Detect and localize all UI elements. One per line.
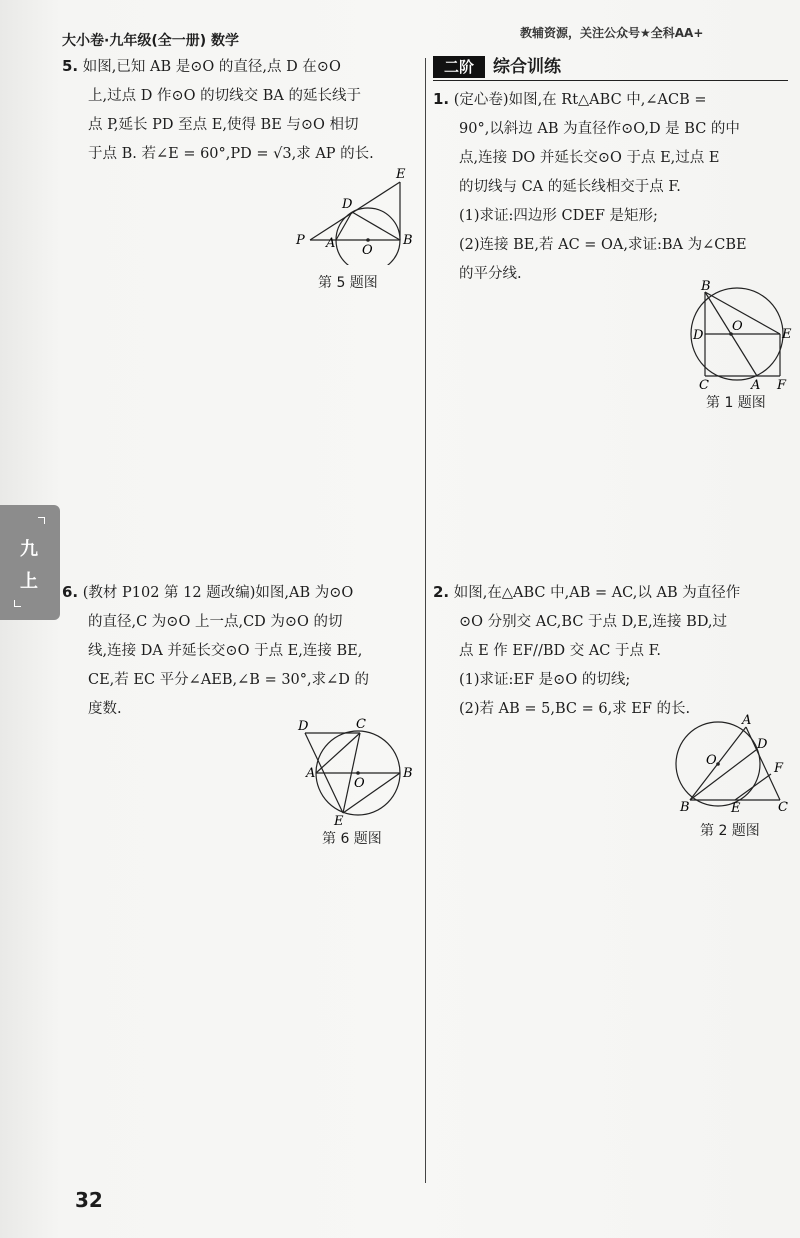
question-text-line: (教材 P102 第 12 题改编)如图,AB 为⊙O: [82, 585, 354, 601]
section-badge: 二阶: [433, 56, 485, 78]
point-label: A: [742, 713, 752, 728]
point-label: B: [403, 233, 413, 248]
question-text-line: 于点 B. 若∠E = 60°,PD = √3,求 AP 的长.: [88, 146, 374, 162]
figure-5-diagram: [290, 165, 420, 265]
tab-corner: [14, 600, 21, 607]
section-rule: [433, 80, 788, 81]
point-label: D: [298, 719, 309, 734]
point-label: E: [334, 814, 344, 827]
question-text-line: 点 E 作 EF//BD 交 AC 于点 F.: [459, 643, 662, 659]
header-watermark: 教辅资源，关注公众号★全科AA+: [520, 26, 704, 40]
question-text-line: 的直径,C 为⊙O 上一点,CD 为⊙O 的切: [88, 614, 343, 630]
question-text-line: 如图,在△ABC 中,AB = AC,以 AB 为直径作: [453, 585, 741, 601]
figure-6-diagram: [290, 715, 420, 827]
point-label: F: [774, 761, 784, 776]
question-text-line: 90°,以斜边 AB 为直径作⊙O,D 是 BC 的中: [459, 121, 740, 137]
question-1: [433, 85, 793, 289]
tab-grade-char: 九: [20, 539, 38, 560]
question-text-line: 的平分线.: [459, 266, 522, 282]
point-label: C: [778, 800, 788, 815]
question-text-line: (定心卷)如图,在 Rt△ABC 中,∠ACB =: [453, 92, 707, 108]
figure-1-diagram: [685, 278, 795, 390]
question-number: 1.: [433, 90, 450, 108]
question-text-line: CE,若 EC 平分∠AEB,∠B = 30°,求∠D 的: [88, 672, 370, 688]
figure-5-caption: 第 5 题图: [318, 275, 378, 291]
section-title: 综合训练: [493, 57, 561, 77]
question-text-line: 的切线与 CA 的延长线相交于点 F.: [459, 179, 681, 195]
question-number: 6.: [62, 583, 79, 601]
figure-2-diagram: [668, 712, 793, 820]
question-text-line: ⊙O 分别交 AC,BC 于点 D,E,连接 BD,过: [459, 614, 728, 630]
question-text-line: 上,过点 D 作⊙O 的切线交 BA 的延长线于: [88, 88, 361, 104]
grade-side-tab: [0, 505, 60, 620]
point-label: E: [396, 167, 406, 182]
question-text-line: 如图,已知 AB 是⊙O 的直径,点 D 在⊙O: [82, 59, 341, 75]
question-text-line: (1)求证:EF 是⊙O 的切线;: [459, 672, 631, 688]
question-text-line: 点 P,延长 PD 至点 E,使得 BE 与⊙O 相切: [88, 117, 359, 133]
point-label: D: [342, 197, 353, 212]
point-label: O: [362, 243, 373, 258]
point-label: O: [732, 319, 743, 334]
point-label: O: [354, 776, 365, 791]
point-label: A: [326, 236, 336, 251]
point-label: B: [701, 279, 711, 294]
point-label: C: [356, 717, 366, 732]
point-label: D: [693, 328, 704, 343]
question-text-line: 点,连接 DO 并延长交⊙O 于点 E,过点 E: [459, 150, 720, 166]
book-title: 大小卷·九年级(全一册) 数学: [62, 33, 239, 49]
question-number: 5.: [62, 57, 79, 75]
question-text-line: 度数.: [88, 701, 122, 717]
point-label: A: [306, 766, 316, 781]
page-number: 32: [75, 1188, 103, 1212]
point-label: F: [777, 378, 787, 390]
question-2: [433, 578, 793, 724]
question-text-line: (2)若 AB = 5,BC = 6,求 EF 的长.: [459, 701, 691, 717]
point-label: E: [731, 801, 741, 816]
question-5: [62, 52, 417, 169]
tab-term-char: 上: [20, 571, 38, 592]
figure-1-caption: 第 1 题图: [706, 395, 766, 411]
column-divider: [425, 58, 426, 1183]
point-label: B: [680, 800, 690, 815]
point-label: B: [403, 766, 413, 781]
point-label: E: [782, 327, 792, 342]
point-label: P: [296, 233, 305, 248]
figure-6-caption: 第 6 题图: [322, 831, 382, 847]
tab-corner: [38, 517, 45, 524]
figure-2-caption: 第 2 题图: [700, 823, 760, 839]
question-text-line: (1)求证:四边形 CDEF 是矩形;: [459, 208, 658, 224]
question-text-line: 线,连接 DA 并延长交⊙O 于点 E,连接 BE,: [88, 643, 363, 659]
question-text-line: (2)连接 BE,若 AC = OA,求证:BA 为∠CBE: [459, 237, 747, 253]
point-label: O: [706, 753, 717, 768]
point-label: D: [757, 737, 768, 752]
point-label: C: [699, 378, 709, 390]
question-number: 2.: [433, 583, 450, 601]
point-label: A: [751, 378, 761, 390]
question-6: [62, 578, 417, 724]
